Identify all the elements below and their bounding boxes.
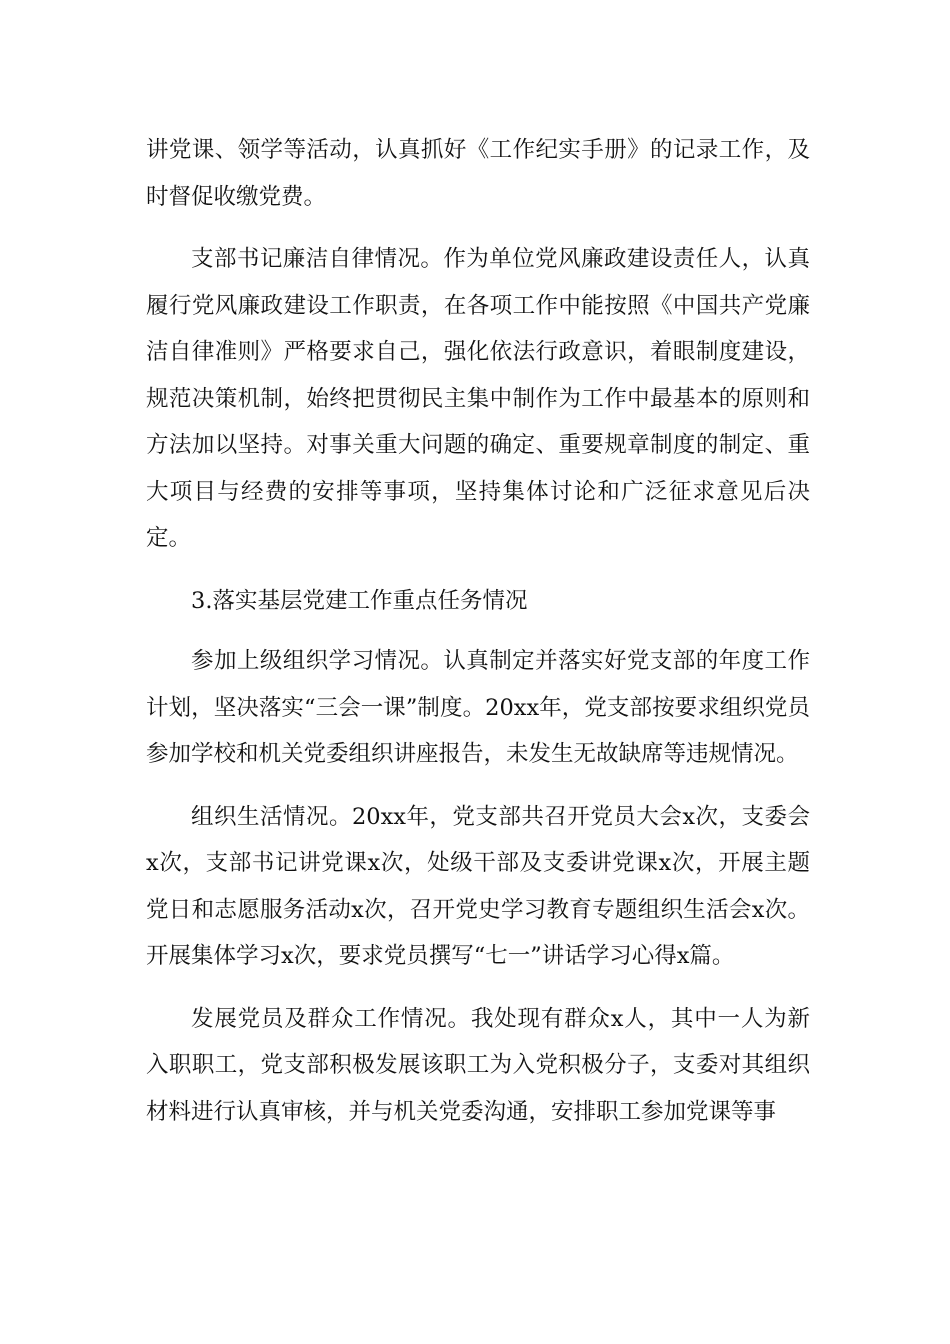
paragraph-study-participation: 参加上级组织学习情况。认真制定并落实好党支部的年度工作计划，坚决落实“三会一课”制度。20xx年，党支部按要求组织党员参加学校和机关党委组织讲座报告，未发生无故缺席等违规情况。 bbox=[146, 648, 810, 767]
paragraph-member-development: 发展党员及群众工作情况。我处现有群众x人，其中一人为新入职职工，党支部积极发展该职工为入党积极分子，支委对其组织材料进行认真审核，并与机关党委沟通，安排职工参加党课等事 bbox=[146, 1005, 810, 1125]
section-heading-3: 3.落实基层党建工作重点任务情况 bbox=[191, 587, 528, 614]
paragraph-secretary-integrity: 支部书记廉洁自律情况。作为单位党风廉政建设责任人，认真履行党风廉政建设工作职责，在各项工作中能按照《中国共产党廉洁自律准则》严格要求自己，强化依法行政意识，着眼制度建设，规范决策机制，始终把贯彻民主集中制作为工作中最基本的原则和方法加以坚持。对事关重大问题的确定、重要规章制度的制定、重大项目与经费的安排等事项，坚持集体讨论和广泛征求意见后决定。 bbox=[146, 246, 810, 551]
document-body bbox=[146, 127, 810, 1151]
paragraph-continuation: 讲党课、领学等活动，认真抓好《工作纪实手册》的记录工作，及时督促收缴党费。 bbox=[146, 137, 810, 210]
paragraph-organization-life: 组织生活情况。20xx年，党支部共召开党员大会x次，支委会x次，支部书记讲党课x次，处级干部及支委讲党课x次，开展主题党日和志愿服务活动x次，召开党史学习教育专题组织生活会x次。开展集体学习x次，要求党员撰写“七一”讲话学习心得x篇。 bbox=[146, 803, 810, 969]
